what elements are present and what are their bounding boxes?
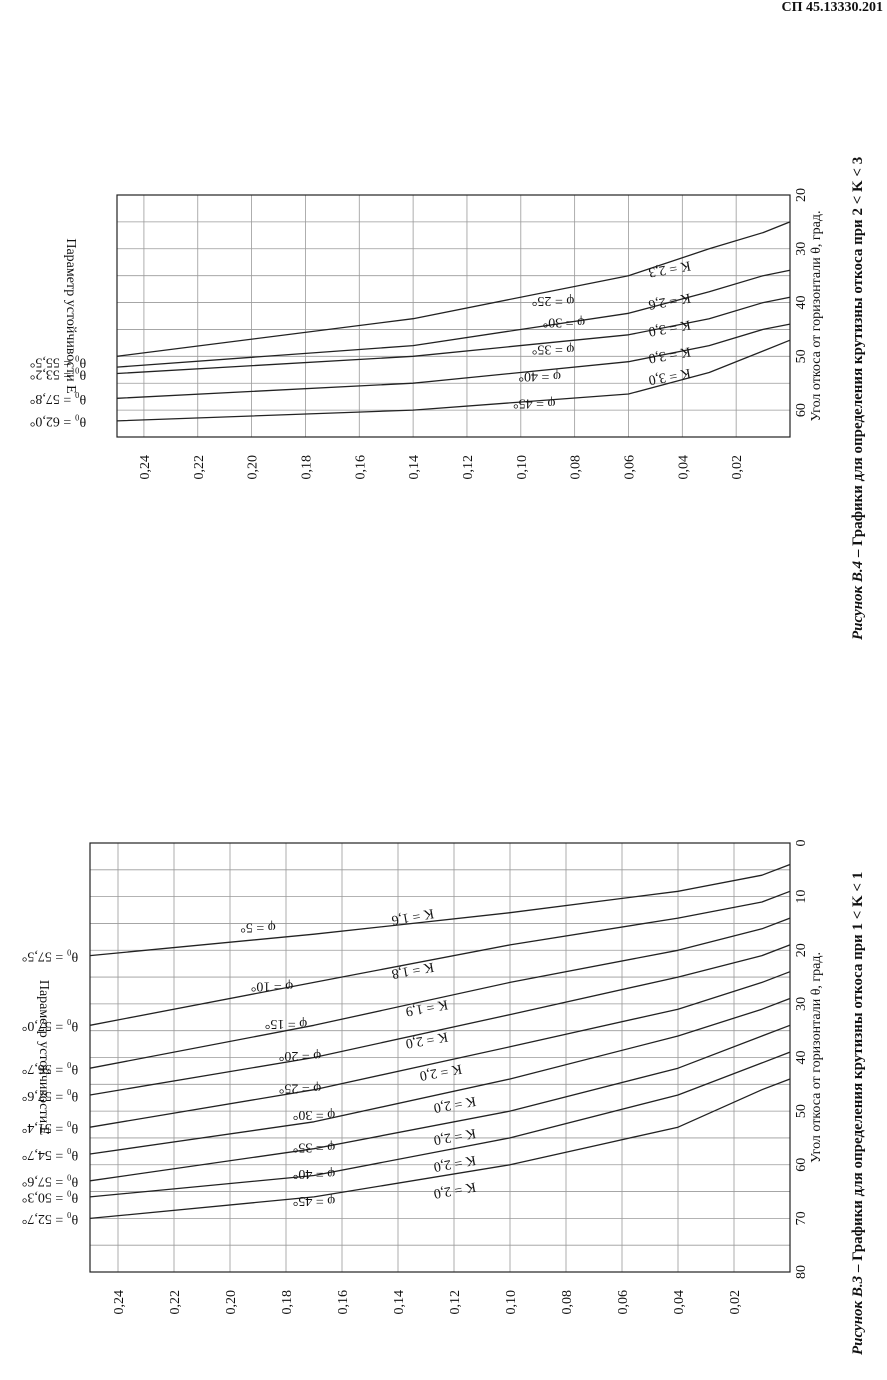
k-label: K = 2,0 bbox=[418, 1060, 463, 1083]
k-label: K = 2,0 bbox=[432, 1178, 477, 1201]
y-tick-label: 0,14 bbox=[407, 455, 423, 480]
figure-caption-text: – Графики для определения крутизны откоса при 2 < K < 3 bbox=[850, 156, 866, 561]
phi-label: φ = 35° bbox=[531, 341, 575, 357]
k-label: K = 1,9 bbox=[404, 996, 449, 1019]
k-label: K = 2,0 bbox=[432, 1151, 477, 1174]
y-tick-label: 0,16 bbox=[336, 1290, 351, 1315]
x-tick-label: 50 bbox=[794, 1104, 809, 1119]
phi-label: φ = 30° bbox=[292, 1107, 336, 1123]
y-tick-label: 0,02 bbox=[730, 455, 746, 480]
k-label: K = 1,6 bbox=[390, 905, 435, 928]
y-tick-label: 0,14 bbox=[392, 1290, 407, 1315]
theta-label: θ₀ = 50,3° bbox=[21, 1189, 79, 1205]
y-tick-label: 0,10 bbox=[504, 1290, 519, 1315]
k-label: K = 3,0 bbox=[647, 343, 692, 366]
series-curve bbox=[117, 324, 790, 398]
y-tick-label: 0,12 bbox=[460, 455, 476, 480]
phi-label: φ = 15° bbox=[264, 1015, 308, 1031]
y-tick-label: 0,10 bbox=[514, 455, 530, 480]
y-tick-label: 0,16 bbox=[353, 455, 369, 480]
y-tick-label: 0,20 bbox=[224, 1290, 239, 1315]
chart-figure-b4 bbox=[30, 157, 866, 640]
x-tick-label: 40 bbox=[794, 1050, 809, 1065]
k-label: K = 2,3 bbox=[647, 257, 692, 280]
figure-caption bbox=[850, 872, 866, 1355]
theta-label: θ₀ = 56,7° bbox=[21, 1061, 79, 1077]
theta-label: θ₀ = 57,6° bbox=[21, 1173, 79, 1189]
figure-caption-text: – Графики для определения крутизны откоса при 1 < K < 1 bbox=[850, 871, 866, 1276]
phi-label: φ = 25° bbox=[531, 293, 575, 309]
figure-caption-number: Рисунок В.4 bbox=[850, 560, 866, 640]
y-tick-label: 0,24 bbox=[112, 1290, 127, 1315]
y-tick-label: 0,08 bbox=[560, 1290, 575, 1315]
x-tick-label: 60 bbox=[794, 1157, 809, 1172]
k-label: K = 2,0 bbox=[404, 1028, 449, 1051]
k-label: K = 3,0 bbox=[647, 364, 692, 387]
y-tick-label: 0,04 bbox=[672, 1290, 687, 1315]
series-curve bbox=[117, 222, 790, 356]
theta-label: θ₀ = 57,6° bbox=[21, 1087, 79, 1103]
series-curve bbox=[117, 297, 790, 373]
series-curve bbox=[90, 865, 790, 956]
y-axis-label: Параметр устойчивости E bbox=[36, 979, 51, 1136]
theta-label: θ₀ = 55,5° bbox=[29, 354, 87, 370]
y-tick-label: 0,12 bbox=[448, 1290, 463, 1315]
theta-label: θ₀ = 62,0° bbox=[29, 413, 87, 429]
k-label: K = 1,8 bbox=[390, 958, 435, 981]
y-tick-label: 0,04 bbox=[676, 455, 692, 480]
theta-label: θ₀ = 54,7° bbox=[21, 1146, 79, 1162]
y-tick-label: 0,06 bbox=[622, 455, 638, 480]
x-tick-label: 80 bbox=[794, 1265, 809, 1279]
theta-label: θ₀ = 51,4° bbox=[21, 1119, 79, 1135]
theta-label: θ₀ = 57,5° bbox=[21, 948, 79, 964]
plot-frame bbox=[117, 195, 790, 437]
y-tick-label: 0,02 bbox=[728, 1290, 743, 1315]
x-tick-label: 70 bbox=[794, 1211, 809, 1226]
x-tick-label: 30 bbox=[794, 996, 809, 1011]
theta-label: θ₀ = 57,8° bbox=[29, 391, 87, 407]
chart-figure-b3 bbox=[22, 840, 866, 1356]
y-tick-label: 0,06 bbox=[616, 1290, 631, 1315]
phi-label: φ = 40° bbox=[518, 368, 561, 384]
phi-label: φ = 5° bbox=[240, 919, 276, 935]
y-tick-label: 0,18 bbox=[299, 455, 315, 480]
x-tick-label: 20 bbox=[794, 188, 809, 202]
x-tick-label: 10 bbox=[794, 889, 809, 904]
y-tick-label: 0,08 bbox=[568, 455, 584, 480]
k-label: K = 2,0 bbox=[432, 1124, 477, 1148]
theta-label: θ₀ = 52,7° bbox=[21, 1211, 79, 1227]
document-code: СП 45.13330.201 bbox=[781, 0, 883, 15]
phi-label: φ = 25° bbox=[278, 1080, 322, 1096]
phi-label: φ = 20° bbox=[278, 1048, 322, 1064]
x-tick-label: 30 bbox=[794, 241, 809, 256]
figure-caption-number: Рисунок В.3 bbox=[850, 1275, 866, 1355]
theta-label: θ₀ = 57,0° bbox=[21, 1018, 79, 1034]
phi-label: φ = 35° bbox=[292, 1139, 336, 1155]
y-tick-label: 0,18 bbox=[280, 1290, 295, 1315]
phi-label: φ = 45° bbox=[512, 395, 556, 411]
k-label: K = 2,0 bbox=[432, 1092, 477, 1115]
k-label: K = 3,0 bbox=[647, 316, 692, 339]
phi-label: φ = 45° bbox=[292, 1192, 336, 1208]
y-tick-label: 0,24 bbox=[137, 455, 153, 480]
x-tick-label: 60 bbox=[794, 403, 809, 418]
y-tick-label: 0,22 bbox=[191, 455, 207, 480]
x-axis-label: Угол откоса от горизонтали θ, град. bbox=[809, 952, 824, 1163]
k-label: K = 2,6 bbox=[647, 289, 692, 312]
y-tick-label: 0,22 bbox=[168, 1290, 183, 1315]
x-tick-label: 40 bbox=[794, 295, 809, 310]
x-tick-label: 50 bbox=[794, 349, 809, 364]
phi-label: φ = 30° bbox=[542, 314, 586, 330]
x-tick-label: 0 bbox=[794, 839, 809, 847]
x-tick-label: 20 bbox=[794, 943, 809, 958]
figure-caption bbox=[850, 157, 866, 640]
theta-label: θ₀ = 53,2° bbox=[29, 366, 87, 382]
y-axis-label: Параметр устойчивости E bbox=[63, 238, 78, 394]
phi-label: φ = 40° bbox=[292, 1166, 336, 1182]
phi-label: φ = 10° bbox=[250, 978, 294, 994]
x-axis-label: Угол откоса от горизонтали θ, град. bbox=[809, 210, 824, 422]
y-tick-label: 0,20 bbox=[245, 455, 261, 480]
